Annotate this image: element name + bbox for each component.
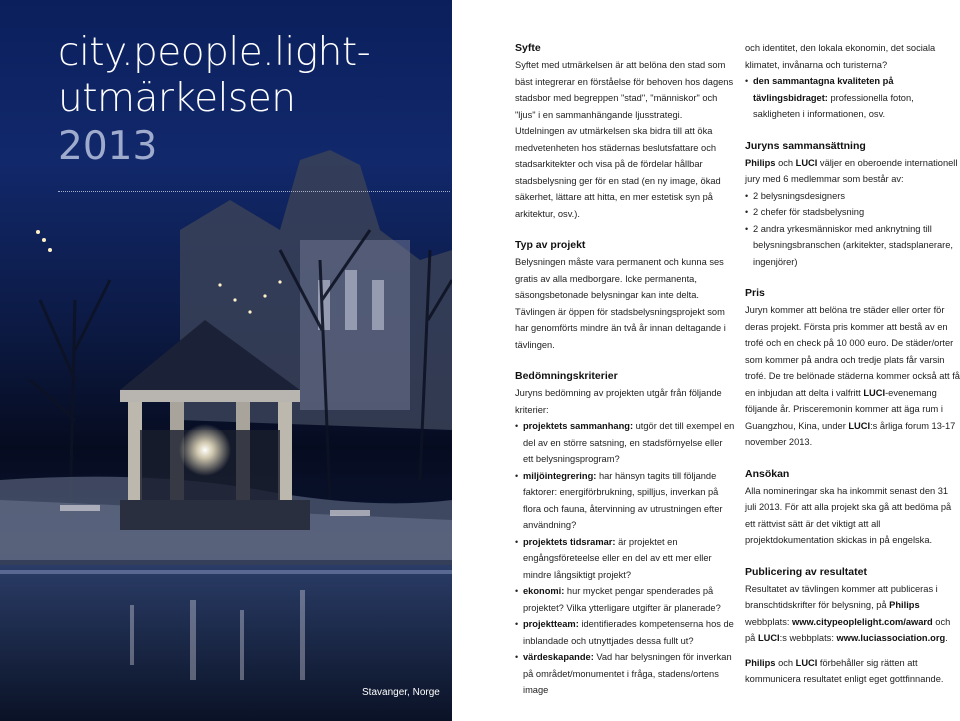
criteria-list-cont [745,73,960,123]
continued-text: och identitet, den lokala ekonomin, det sociala klimatet, invånarna och turisterna? [745,43,936,70]
title-year: 2013 [58,124,158,169]
list-item: • projektets sammanhang: utgör det till exempel en del av en större satsning, en stadsförnyelse eller ett belysningsprogram? [515,418,735,468]
heading-syfte: Syfte [515,42,541,54]
ansokan-paragraph: Alla nomineringar ska ha inkommit senast den 31 juli 2013. För att alla projekt ska gå att bedöma på ett rättvist sätt är det viktigt att all projektdokumentation skickas in på engelska. [745,485,952,545]
cover-photo [0,0,452,721]
typ-paragraph-2: Tävlingen är öppen för stadsbelysningsprojekt som har genomförts mindre än två år innan deltagande i tävlingen. [515,306,726,350]
list-item: • 2 belysningsdesigners [745,188,960,205]
photo-caption: Stavanger, Norge [362,687,440,698]
heading-jury: Juryns sammansättning [745,139,866,152]
list-item: • 2 andra yrkesmänniskor med anknytning till belysningsbranschen (arkitekter, stadsplanerare, ingenjörer) [745,221,960,271]
pris-paragraph: Juryn kommer att belöna tre städer eller orter för deras projekt. Första pris kommer att bestå av en trofé och en check på 10 000 euro. De städer/orter som kommer på andra och tredje plats får varsin trofé. De tre belönade städerna kommer också att få en inbjudan att delta i valfritt LUCI-evenemang följande år. Prisceremonin kommer att äga rum i Guangzhou, Kina, under LUCI:s årliga forum 13-17 november 2013. [745,305,960,447]
title-line-1: city.people.light- [58,30,371,75]
list-item: • ekonomi: hur mycket pengar spenderades på projektet? Vilka ytterligare utgifter är planerade? [515,583,735,616]
award-link[interactable]: www.citypeoplelight.com/award [792,616,933,627]
text-column-1 [515,40,735,699]
title-line-2: utmärkelsen [58,76,296,121]
heading-bedomning: Bedömningskriterier [515,370,618,382]
heading-ansokan: Ansökan [745,467,790,480]
list-item: • 2 chefer för stadsbelysning [745,204,960,221]
list-item: • värdeskapande: Vad har belysningen för inverkan på området/monumentet i fråga, stadens/ortens image [515,649,735,699]
text-column-2 [745,40,960,688]
heading-publicering: Publicering av resultatet [745,565,867,578]
luci-link[interactable]: www.luciassociation.org [836,633,946,643]
list-item: • miljöintegrering: har hänsyn tagits till följande faktorer: energiförbrukning, spilljus, inverkan på flora och fauna, återvinning av utrustningen efter användning? [515,468,735,534]
dotted-divider [58,191,450,192]
heading-typ: Typ av projekt [515,239,586,251]
syfte-paragraph-1: Syftet med utmärkelsen är att belöna den stad som bäst integrerar en förståelse för behoven hos dagens stadsbor med begreppen "stad", "människor" och "ljus" i en sammanhängande ljusstrategi. [515,60,734,120]
list-item: • den sammantagna kvaliteten på tävlingsbidraget: professionella foton, sakligheten i informationen, osv. [745,73,960,123]
list-item: • projektets tidsramar: är projektet en engångsföreteelse eller en del av ett mer eller mindre långsiktigt projekt? [515,534,735,584]
criteria-list [515,418,735,699]
closing-paragraph: Philips och LUCI förbehåller sig rätten att kommunicera resultatet enligt eget gottfinnande. [745,657,944,684]
jury-paragraph: Philips och LUCI väljer en oberoende internationell jury med 6 medlemmar som består av: [745,157,958,184]
bedomning-intro: Juryns bedömning av projekten utgår från följande kriterier: [515,388,722,415]
cover-title [58,30,370,172]
typ-paragraph-1: Belysningen måste vara permanent och kunna ses gratis av alla medborgare. Icke permanenta, säsongsbetonade belysningar kan inte delta. [515,257,724,300]
heading-pris: Pris [745,287,765,299]
jury-list [745,188,960,271]
list-item: • projektteam: identifierades kompetenserna hos de inblandade och utnyttjades dessa fullt ut? [515,616,735,649]
syfte-paragraph-2: Utdelningen av utmärkelsen ska bidra till att öka medvetenheten hos städernas beslutsfattare och stadsarkitekter och visa på de fördelar hållbar stadsbelysning ger för en stad (en ny image, ökad säkerhet, lättare att hitta, en mer estetisk syn på arkitektur, osv.). [515,126,721,219]
publicering-paragraph: Resultatet av tävlingen kommer att publiceras i branschtidskrifter för belysning, på Philips webbplats: www.citypeoplelight.com/award och på LUCI:s webbplats: www.luciassociation.org. [745,583,951,643]
